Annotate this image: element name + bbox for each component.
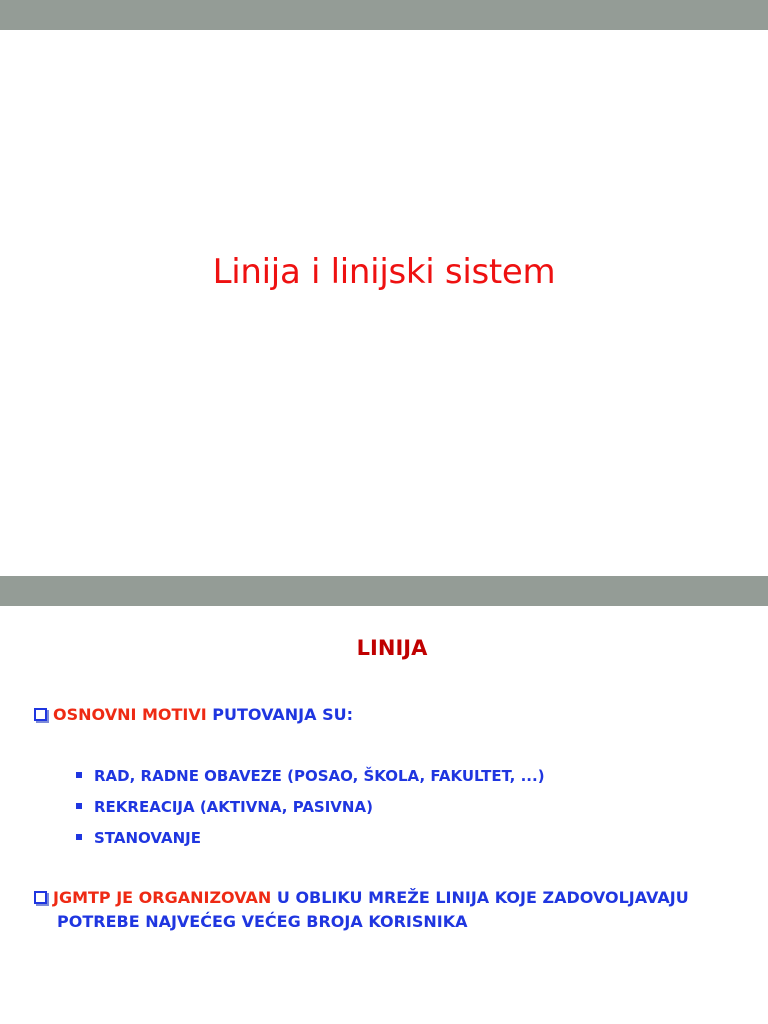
slide2-top-band (0, 576, 768, 606)
list-item (76, 795, 545, 826)
point-organization-highlight: JGMTP JE ORGANIZOVAN (53, 888, 272, 907)
checkbox-square-icon (34, 708, 47, 721)
point-organization-text: U OBLIKU MREŽE LINIJA KOJE ZADOVOLJAVAJU (276, 888, 689, 907)
filled-square-icon (76, 772, 82, 778)
motives-list (76, 764, 545, 857)
list-item-label: STANOVANJE (94, 829, 201, 847)
slide1-top-band (0, 0, 768, 30)
slide1-title: Linija i linijski sistem (212, 252, 556, 292)
filled-square-icon (76, 803, 82, 809)
list-item (76, 826, 545, 857)
list-item-label: RAD, RADNE OBAVEZE (POSAO, ŠKOLA, FAKULTET, ...) (94, 767, 545, 785)
point-organization (34, 886, 734, 934)
point-motives-highlight: OSNOVNI MOTIVI (53, 705, 207, 724)
list-item-label: REKREACIJA (AKTIVNA, PASIVNA) (94, 798, 373, 816)
filled-square-icon (76, 834, 82, 840)
list-item (76, 764, 545, 795)
point-organization-continuation: POTREBE NAJVEĆEG VEĆEG BROJA KORISNIKA (57, 912, 468, 931)
checkbox-square-icon (34, 891, 47, 904)
point-motives (34, 703, 353, 727)
slide2-heading: LINIJA (356, 636, 428, 660)
point-motives-text: PUTOVANJA SU: (212, 705, 353, 724)
